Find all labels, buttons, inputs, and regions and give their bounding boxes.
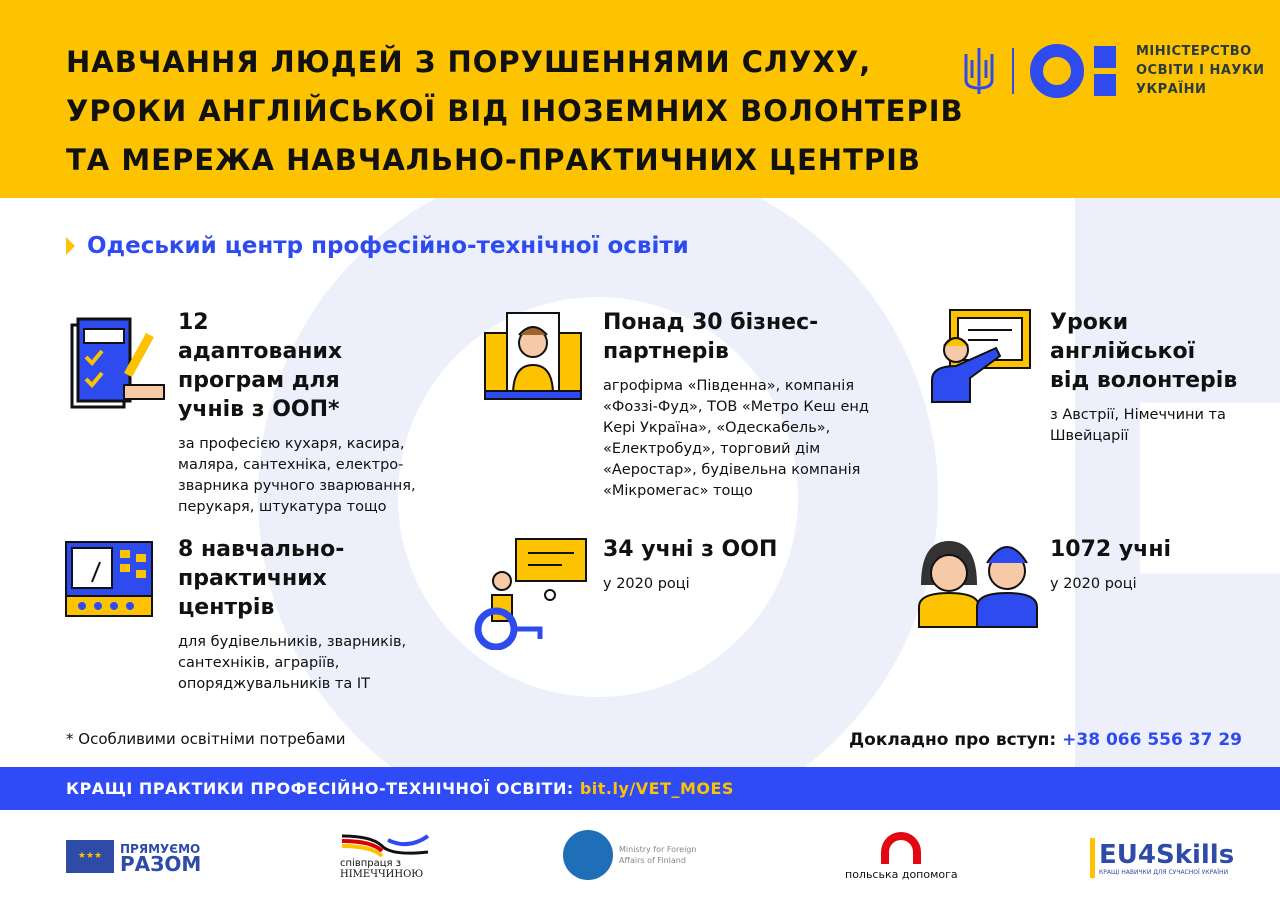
polish-aid-label: польська допомога — [845, 868, 958, 881]
eu-logo-line: РАЗОМ — [120, 851, 202, 876]
wheelchair-student-icon — [470, 535, 590, 650]
moe-o-icon — [1030, 44, 1084, 98]
ministry-logo — [962, 42, 1264, 99]
moe-squares-icon — [1094, 46, 1116, 96]
finland-lion-icon — [563, 830, 613, 880]
item-english-lessons — [1050, 308, 1250, 447]
item-text: агрофірма «Південна», компанія «Фоззі-Фуд», ТОВ «Метро Кеш енд Кері Україна», «Одескабель», «Електробуд», торговий дім «Аеростар», будівельна компанія «Мікромегас» тощо — [603, 378, 869, 499]
germany-logo — [340, 832, 430, 880]
item-text: з Австрії, Німеччини та Швейцарії — [1050, 407, 1226, 444]
item-title: 34 учні з ООП — [603, 537, 778, 562]
ministry-line: ОСВІТИ І НАУКИ — [1136, 63, 1265, 78]
eu-logo-line: ПРЯМУЄМО — [120, 841, 201, 856]
title-line: ТА МЕРЕЖА НАВЧАЛЬНО-ПРАКТИЧНИХ ЦЕНТРІВ — [66, 143, 922, 177]
contact-label: Докладно про вступ: — [849, 730, 1057, 750]
page-title — [66, 38, 964, 185]
best-practices-bar — [0, 767, 1280, 810]
contact-phone[interactable]: +38 066 556 37 29 — [1062, 730, 1242, 750]
bar-link[interactable]: bit.ly/VET_MOES — [579, 779, 734, 798]
triangle-bullet-icon — [66, 237, 75, 255]
title-line: НАВЧАННЯ ЛЮДЕЙ З ПОРУШЕННЯМИ СЛУХУ, — [66, 45, 872, 79]
polish-aid-logo — [845, 832, 958, 881]
trident-icon — [962, 46, 996, 96]
finland-logo — [563, 830, 696, 880]
item-text: у 2020 році — [1050, 576, 1137, 592]
item-title: Понад 30 бізнес-партнерів — [603, 310, 819, 364]
ministry-line: МІНІСТЕРСТВО — [1136, 44, 1252, 59]
item-title: 8 навчально-практичних центрів — [178, 537, 345, 620]
germany-logo-line: НІМЕЧЧИНОЮ — [340, 869, 424, 880]
header — [0, 0, 1280, 198]
item-text: для будівельників, зварників, сантехніків, аграріїв, опоряджувальників та ІТ — [178, 634, 407, 692]
item-adapted-programs — [178, 308, 448, 518]
item-title: 1072 учні — [1050, 537, 1172, 562]
item-text: за професією кухаря, касира, маляра, сантехніка, електро-зварника ручного зварювання, перукаря, штукатура тощо — [178, 436, 416, 515]
section-title: Одеський центр професійно-технічної освіти — [87, 233, 689, 259]
eu4skills-title: EU4Skills — [1099, 839, 1235, 870]
control-panel-icon — [64, 540, 154, 618]
partner-logos — [0, 826, 1280, 896]
bar-label: КРАЩІ ПРАКТИКИ ПРОФЕСІЙНО-ТЕХНІЧНОЇ ОСВІТИ: — [66, 779, 574, 798]
ministry-line: УКРАЇНИ — [1136, 82, 1207, 97]
item-title: 12 адаптованих програм для учнів з ООП* — [178, 310, 343, 422]
item-practice-centers — [178, 535, 428, 695]
footnote: * Особливими освітніми потребами — [66, 730, 346, 748]
section-heading — [66, 233, 689, 259]
eu4skills-logo — [1090, 838, 1234, 878]
title-line: УРОКИ АНГЛІЙСЬКОЇ ВІД ІНОЗЕМНИХ ВОЛОНТЕРІВ — [66, 94, 964, 128]
finland-logo-line: Ministry for Foreign — [619, 845, 697, 854]
students-icon — [915, 535, 1040, 630]
checklist-icon — [68, 315, 168, 411]
item-sen-students — [603, 535, 853, 595]
finland-logo-line: Affairs of Finland — [619, 856, 686, 865]
teacher-board-icon — [928, 308, 1033, 403]
business-partner-icon — [483, 305, 583, 405]
eu-flag-icon: ★★★ — [66, 840, 114, 873]
contact-info — [849, 730, 1242, 750]
germany-logo-line: співпраця з — [340, 858, 402, 869]
item-title: Уроки англійської від волонтерів — [1050, 310, 1238, 393]
polish-aid-icon — [881, 832, 921, 864]
eu-logo — [66, 840, 202, 876]
flag-wave-icon — [340, 832, 430, 858]
item-business-partners — [603, 308, 873, 502]
eu4skills-subtitle: КРАЩІ НАВИЧКИ ДЛЯ СУЧАСНОЇ УКРАЇНИ — [1099, 868, 1229, 876]
item-text: у 2020 році — [603, 576, 690, 592]
item-students-total — [1050, 535, 1250, 595]
